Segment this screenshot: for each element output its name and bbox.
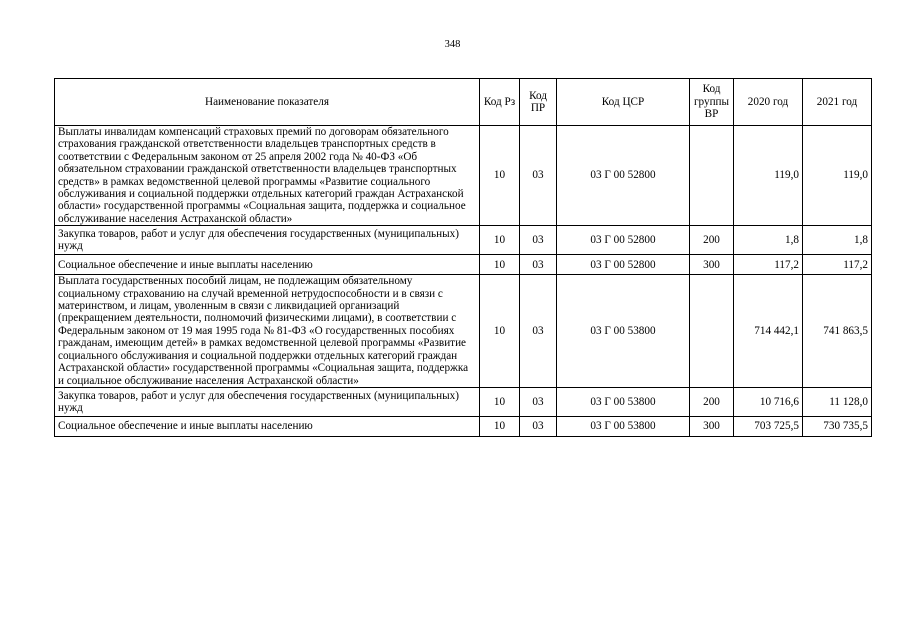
cell-rz: 10: [480, 275, 520, 388]
cell-2020: 714 442,1: [734, 275, 803, 388]
cell-rz: 10: [480, 126, 520, 226]
cell-csr: 03 Г 00 52800: [557, 226, 690, 255]
table-row: [55, 255, 872, 275]
cell-name: Закупка товаров, работ и услуг для обеспечения государственных (муниципальных) нужд: [55, 226, 480, 255]
cell-2021: 1,8: [803, 226, 872, 255]
cell-2021: 119,0: [803, 126, 872, 226]
cell-pr: 03: [520, 416, 557, 436]
table-row: [55, 226, 872, 255]
cell-name: Социальное обеспечение и иные выплаты населению: [55, 416, 480, 436]
cell-2020: 10 716,6: [734, 387, 803, 416]
cell-rz: 10: [480, 255, 520, 275]
page-number: 348: [444, 39, 461, 50]
cell-2020: 1,8: [734, 226, 803, 255]
cell-rz: 10: [480, 416, 520, 436]
cell-vr: 200: [690, 226, 734, 255]
cell-pr: 03: [520, 255, 557, 275]
table-row: [55, 126, 872, 226]
header-csr: Код ЦСР: [557, 79, 690, 126]
cell-pr: 03: [520, 126, 557, 226]
table-header-row: [55, 79, 872, 126]
cell-2021: 741 863,5: [803, 275, 872, 388]
cell-vr: 300: [690, 255, 734, 275]
header-2021: 2021 год: [803, 79, 872, 126]
cell-2021: 117,2: [803, 255, 872, 275]
cell-name: Выплата государственных пособий лицам, не подлежащим обязательному социальному страхованию на случай временной нетрудоспособности и в связи с материнством, и лицам, уволенным в связи с ликвидацией организаций (прекращением деятельности, полномочий физическими лицами), в соответствии с Федеральным законом от 19 мая 1995 года № 81-ФЗ «О государственных пособиях гражданам, имеющим детей» в рамках ведомственной целевой программы «Развитие социального обслуживания и социальной поддержки отдельных категорий граждан Астраханской области» государственной программы «Социальная защита, поддержка и социальное обслуживание населения Астраханской области»: [55, 275, 480, 388]
cell-vr: [690, 126, 734, 226]
header-vr: Код группы ВР: [690, 79, 734, 126]
cell-pr: 03: [520, 226, 557, 255]
cell-rz: 10: [480, 226, 520, 255]
header-name: Наименование показателя: [55, 79, 480, 126]
cell-name: Выплаты инвалидам компенсаций страховых премий по договорам обязательного страхования гражданской ответственности владельцев транспортных средств в соответствии с Федеральным законом от 25 апреля 2002 года № 40-ФЗ «Об обязательном страховании гражданской ответственности владельцев транспортных средств» в рамках ведомственной целевой программы «Развитие социального обслуживания и социальной поддержки отдельных категорий граждан Астраханской области» государственной программы «Социальная защита, поддержка и социальное обслуживание населения Астраханской области»: [55, 126, 480, 226]
header-rz: Код Рз: [480, 79, 520, 126]
cell-2020: 117,2: [734, 255, 803, 275]
cell-vr: [690, 275, 734, 388]
table-row: [55, 275, 872, 388]
cell-vr: 200: [690, 387, 734, 416]
cell-rz: 10: [480, 387, 520, 416]
cell-2021: 730 735,5: [803, 416, 872, 436]
cell-pr: 03: [520, 275, 557, 388]
cell-csr: 03 Г 00 52800: [557, 255, 690, 275]
cell-name: Социальное обеспечение и иные выплаты населению: [55, 255, 480, 275]
cell-name: Закупка товаров, работ и услуг для обеспечения государственных (муниципальных) нужд: [55, 387, 480, 416]
cell-csr: 03 Г 00 53800: [557, 275, 690, 388]
cell-csr: 03 Г 00 52800: [557, 126, 690, 226]
table-row: [55, 387, 872, 416]
budget-table: [54, 78, 872, 437]
table-row: [55, 416, 872, 436]
cell-2021: 11 128,0: [803, 387, 872, 416]
cell-vr: 300: [690, 416, 734, 436]
header-2020: 2020 год: [734, 79, 803, 126]
cell-2020: 703 725,5: [734, 416, 803, 436]
cell-csr: 03 Г 00 53800: [557, 416, 690, 436]
cell-2020: 119,0: [734, 126, 803, 226]
cell-pr: 03: [520, 387, 557, 416]
header-pr: Код ПР: [520, 79, 557, 126]
cell-csr: 03 Г 00 53800: [557, 387, 690, 416]
